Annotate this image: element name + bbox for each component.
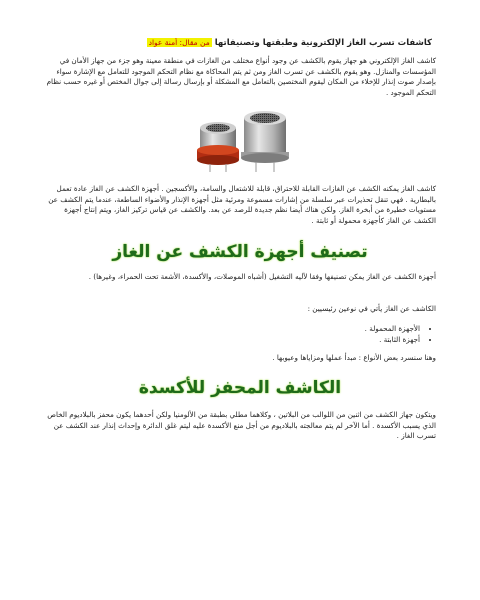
intro-paragraph: كاشف الغاز الإلكتروني هو جهاز يقوم بالكشف عن وجود أنواع مختلف من الغازات في منطقة معينة وهو جزء من جهاز الأمان في المؤسسات والمنازل. وهو يقوم بالكشف عن تسرب الغاز ومن ثم يتم المحاكاة مع نظام التحكم الموجود للتعامل مع الإشارة سواء بإصدار صوت إنذار للإخلاء من المكان ليقوم المختصين بالتعامل مع المشكلة أو بإرسال رسالة إلى جوال المختص أو غيره حسب نظام التحكم الموجود . [46,56,436,97]
list-item: • أجهزة الثابتة . [160,334,420,345]
classification-heading: تصنيف أجهزة الكشف عن الغاز [112,242,368,262]
gas-sensors-photo [0,108,480,178]
detection-paragraph: كاشف الغاز يمكنه الكشف عن الغازات القابلة للاحتراق، قابلة للاشتعال والسامة، والأكسجين . أجهزة الكشف عن الغاز عادة تعمل بالبطارية . فهي تنقل تحذيرات عبر سلسلة من إشارات مسموعة ومرئية مثل أجهزة الإنذار والأضواء الساطعة، عندما يتم الكشف عن مستويات خطيرة من أبخرة الغاز. ولكن هناك أيضا نظم جديدة للرصد عن بعد. والكشف عن قياس تركيز الغاز، ويتم إنتاج أجهزة الكشف عن الغاز كأجهزة محمولة أو ثابتة . [48,184,436,225]
article-title: كاشفات تسرب الغاز الإلكترونية وطبقتها وتصنيفاتها [214,38,432,48]
sensor-right [241,111,289,172]
sensor-left [197,122,239,172]
catalytic-heading: الكاشف المحفز للأكسدة [138,378,342,398]
catalytic-paragraph: ويتكون جهاز الكشف من اثنين من اللوالب من البلاتين ، وكلاهما مطلي بطبقة من الألومنيا ولكن أحدهما يكون محفز بالبلاديوم الخاص الذي يسبب الأكسدة . أما الآخر لم يتم معالجته بالبلاديوم من أجل منع الأكسدة عليه ليتم غلق الدائرة وإحداث إنذار عند الكشف عن تسرب الغاز . [47,410,436,440]
list-item: • الأجهزة المحمولة . [160,323,420,334]
types-note: وهنا سنسرد بعض الأنواع : مبدأ عملها ومزاياها وعيوبها . [272,353,436,362]
classification-paragraph: أجهزة الكشف عن الغاز يمكن تصنيفها وفقا لآليه التشغيل (أشباه الموصلات، والأكسدة، الأشعة تحت الحمراء، وغيرها) . [88,272,436,281]
types-intro: الكاشف عن الغاز يأتي في نوعين رئيسيين : [307,304,436,313]
title-row [40,38,432,52]
types-list [160,323,438,345]
source-tag: من مقال: أمنة عواد [148,38,210,47]
